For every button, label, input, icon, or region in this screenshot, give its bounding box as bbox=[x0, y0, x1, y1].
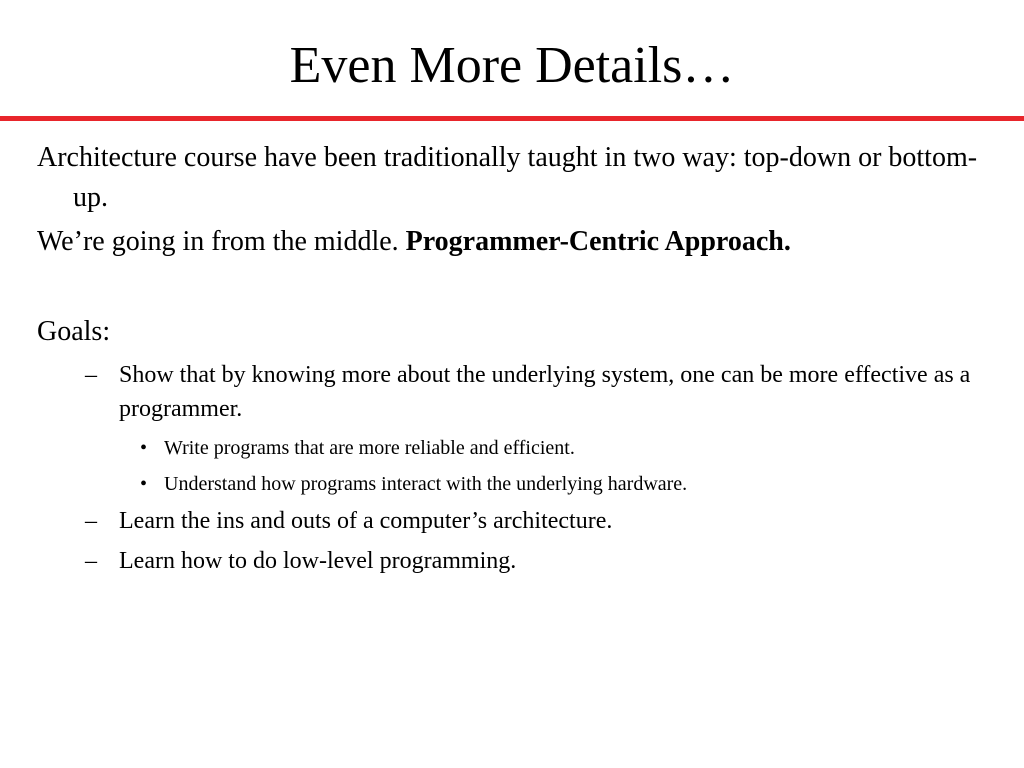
subitem-text: Understand how programs interact with the underlying hardware. bbox=[164, 473, 688, 495]
approach-emphasis: Programmer-Centric Approach. bbox=[405, 226, 791, 257]
dash-bullet-icon: – bbox=[85, 548, 97, 574]
approach-text: We’re going in from the middle. bbox=[37, 226, 406, 257]
goals-heading: Goals: bbox=[37, 316, 111, 347]
slide-title: Even More Details… bbox=[289, 37, 735, 94]
dot-bullet-icon: • bbox=[140, 473, 148, 495]
goal-item bbox=[37, 504, 997, 538]
intro-paragraph: Architecture course have been traditionally taught in two way: top-down or bottom-up. bbox=[37, 142, 978, 213]
dash-bullet-icon: – bbox=[85, 508, 97, 534]
approach-paragraph bbox=[37, 222, 997, 262]
goal-text: Learn how to do low-level programming. bbox=[119, 548, 517, 574]
goal-subitem bbox=[37, 434, 997, 462]
subitem-text: Write programs that are more reliable and efficient. bbox=[164, 437, 575, 459]
dot-bullet-icon: • bbox=[140, 437, 148, 459]
title-underline-rule bbox=[0, 116, 1024, 121]
goal-item bbox=[37, 544, 997, 578]
goal-subitem bbox=[37, 470, 997, 498]
slide-body bbox=[37, 138, 997, 578]
dash-bullet-icon: – bbox=[85, 362, 97, 388]
goal-item bbox=[37, 358, 997, 426]
spacer bbox=[37, 262, 997, 312]
goal-text: Learn the ins and outs of a computer’s architecture. bbox=[119, 508, 613, 534]
goal-text: Show that by knowing more about the underlying system, one can be more effective as a programmer. bbox=[119, 362, 971, 422]
